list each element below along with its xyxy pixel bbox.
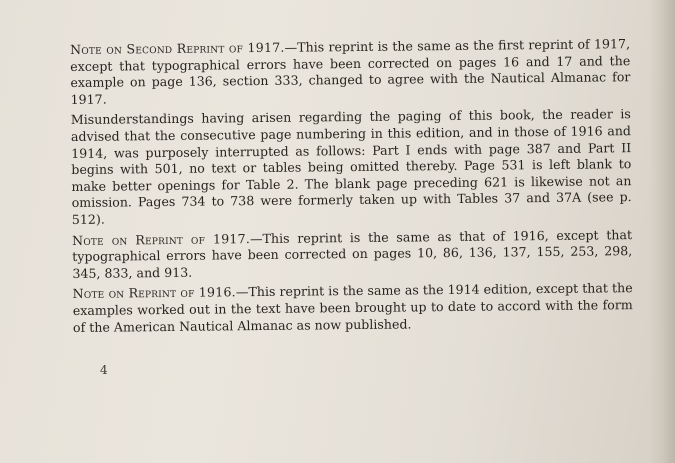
note-heading: Note on Reprint of 1917. — [71, 230, 251, 248]
note-body: —This reprint is the same as the 1914 edition, except that the examples worked out in the text have been brought up to date to accord with the form of the American Nautical Almanac as now published. — [72, 280, 633, 335]
note-body: Misunderstandings having arisen regarding the paging of this book, the reader is advised that the consecutive page numbering in this edition, and in those of 1916 and 1914, was purposely interrupted as follows: Part I ends with page 387 and Part II begins with 501, no text or tables being omitted thereby. Page 531 is left blank to make better openings for Table 2. The blank page preceding 621 is likewise not an omission. Pages 734 to 738 were formerly taken up with Tables 37 and 37A (see p. 512). — [70, 106, 632, 227]
note-reprint-1916 — [73, 280, 633, 336]
note-heading: Note on Second Reprint of 1917. — [70, 39, 285, 57]
note-paging-explanation — [71, 107, 632, 229]
note-second-reprint-1917 — [70, 36, 631, 108]
note-heading: Note on Reprint of 1916. — [72, 284, 236, 302]
note-reprint-1917 — [72, 227, 632, 283]
note-body: —This reprint is the same as that of 1916, except that typographical errors have been corrected on pages 10, 86, 136, 137, 155, 253, 298, 345, 833, and 913. — [72, 226, 633, 281]
reprint-notes — [70, 36, 633, 340]
page-edge-shadow — [649, 0, 675, 463]
page-number: 4 — [100, 363, 108, 377]
note-body: —This reprint is the same as the first reprint of 1917, except that typographical errors have been corrected on pages 16 and 17 and the example on page 136, section 333, changed to agree with the Nautical Almanac for 1917. — [70, 36, 631, 107]
